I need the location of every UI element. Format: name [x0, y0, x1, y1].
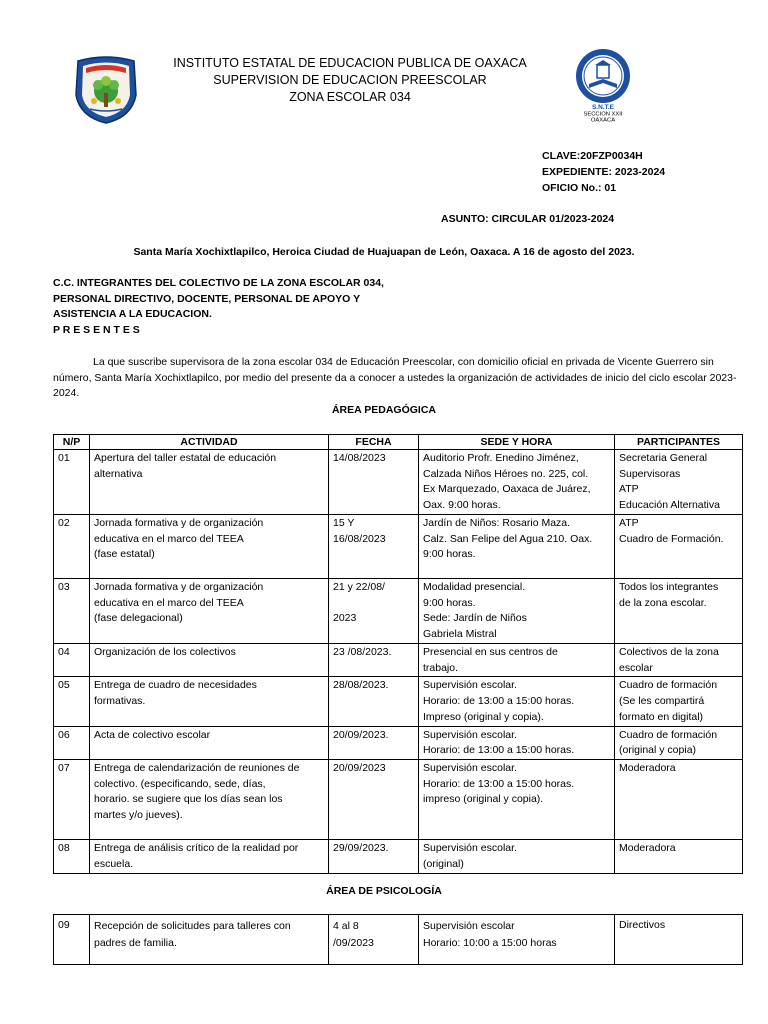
cell-sede: Jardín de Niños: Rosario Maza. Calz. San Felipe del Agua 210. Oax. 9:00 horas.: [419, 515, 615, 579]
table-row: [54, 644, 743, 677]
intro-paragraph: La que suscribe supervisora de la zona escolar 034 de Educación Preescolar, con domicilio oficial en privada de Vicente Guerrero sin número, Santa María Xochixtlapilco, por medio del presente da a conocer a ustedes la organización de actividades de inicio del ciclo escolar 2023-2024.: [53, 356, 737, 399]
cell-participantes: Cuadro de formación (Se les compartirá formato en digital): [615, 677, 743, 726]
cell-fecha: 14/08/2023: [329, 450, 419, 515]
table-row: [54, 450, 743, 515]
section-title-pedagogica: ÁREA PEDAGÓGICA: [331, 404, 437, 416]
table-row: [54, 677, 743, 726]
cell-participantes: Cuadro de formación (original y copia): [615, 726, 743, 759]
cell-actividad: Apertura del taller estatal de educación alternativa: [90, 450, 329, 515]
school-zone-seal-icon: [70, 55, 142, 125]
asunto: ASUNTO: CIRCULAR 01/2023-2024: [441, 213, 615, 225]
column-header-sede: SEDE Y HORA: [419, 435, 615, 450]
cell-participantes: Secretaria General Supervisoras ATP Educación Alternativa: [615, 450, 743, 515]
cell-fecha: 28/08/2023.: [329, 677, 419, 726]
cell-sede: Supervisión escolar. Horario: de 13:00 a 15:00 horas. Impreso (original y copia).: [419, 677, 615, 726]
cell-sede: Supervisión escolar Horario: 10:00 a 15:00 horas: [419, 915, 615, 965]
cell-np: 01: [54, 450, 90, 515]
cell-participantes: Colectivos de la zona escolar: [615, 644, 743, 677]
cell-np: 02: [54, 515, 90, 579]
column-header-participantes: PARTICIPANTES: [615, 435, 743, 450]
cell-sede: Supervisión escolar. (original): [419, 839, 615, 873]
institution-line-2: SUPERVISION DE EDUCACION PREESCOLAR: [213, 73, 487, 87]
table-row: [54, 839, 743, 873]
cell-np: 08: [54, 839, 90, 873]
cell-sede: Supervisión escolar. Horario: de 13:00 a 15:00 horas.: [419, 726, 615, 759]
cell-np: 03: [54, 579, 90, 644]
cell-np: 09: [54, 915, 90, 965]
cell-participantes: Moderadora: [615, 839, 743, 873]
oficio-number: OFICIO No.: 01: [542, 182, 617, 194]
table-header-row: [54, 435, 743, 450]
cell-fecha: 21 y 22/08/ 2023: [329, 579, 419, 644]
cell-actividad: Organización de los colectivos: [90, 644, 329, 677]
institution-line-3: ZONA ESCOLAR 034: [289, 90, 411, 104]
snte-seal-text-3: OAXACA: [590, 117, 616, 122]
table-row: [54, 915, 743, 965]
snte-seal-icon: [571, 48, 635, 122]
snte-seal-text-1: S.N.T.E: [591, 104, 615, 111]
cell-participantes: Directivos: [615, 915, 743, 965]
cell-sede: Presencial en sus centros de trabajo.: [419, 644, 615, 677]
psychology-table: [53, 914, 743, 965]
snte-seal-text-2: SECCION XXII: [583, 111, 623, 118]
cell-participantes: Todos los integrantes de la zona escolar.: [615, 579, 743, 644]
cell-np: 04: [54, 644, 90, 677]
table-row: [54, 726, 743, 759]
expediente: EXPEDIENTE: 2023-2024: [542, 166, 666, 178]
addressee-block: [53, 276, 384, 338]
cell-actividad: Jornada formativa y de organización educativa en el marco del TEEA (fase delegacional): [90, 579, 329, 644]
cell-actividad: Entrega de cuadro de necesidades formativas.: [90, 677, 329, 726]
cell-sede: Modalidad presencial. 9:00 horas. Sede: Jardín de Niños Gabriela Mistral: [419, 579, 615, 644]
table-row: [54, 579, 743, 644]
cell-actividad: Entrega de calendarización de reuniones de colectivo. (especificando, sede, días, horario. se sugiere que los días sean los martes y/o jueves).: [90, 759, 329, 839]
cell-actividad: Jornada formativa y de organización educativa en el marco del TEEA (fase estatal): [90, 515, 329, 579]
column-header-fecha: FECHA: [329, 435, 419, 450]
institution-line-1: INSTITUTO ESTATAL DE EDUCACION PUBLICA DE OAXACA: [173, 56, 527, 70]
cell-sede: Auditorio Profr. Enedino Jiménez, Calzada Niños Héroes no. 225, col. Ex Marquezado, Oaxaca de Juárez, Oax. 9:00 horas.: [419, 450, 615, 515]
addressee-presentes: P R E S E N T E S: [53, 323, 140, 336]
cell-fecha: 20/09/2023: [329, 759, 419, 839]
cell-actividad: Entrega de análisis crítico de la realidad por escuela.: [90, 839, 329, 873]
cell-fecha: 23 /08/2023.: [329, 644, 419, 677]
cell-participantes: Moderadora: [615, 759, 743, 839]
cell-sede: Supervisión escolar. Horario: de 13:00 a 15:00 horas. impreso (original y copia).: [419, 759, 615, 839]
place-and-date: Santa María Xochixtlapilco, Heroica Ciudad de Huajuapan de León, Oaxaca. A 16 de agosto del 2023.: [133, 246, 635, 258]
cell-actividad: Recepción de solicitudes para talleres con padres de familia.: [90, 915, 329, 965]
clave: CLAVE:20FZP0034H: [542, 150, 643, 162]
cell-fecha: 29/09/2023.: [329, 839, 419, 873]
table-row: [54, 759, 743, 839]
cell-np: 07: [54, 759, 90, 839]
cell-np: 05: [54, 677, 90, 726]
cell-np: 06: [54, 726, 90, 759]
section-title-psicologia: ÁREA DE PSICOLOGÍA: [326, 885, 442, 897]
addressee-line-3: ASISTENCIA A LA EDUCACION.: [53, 308, 212, 320]
cell-fecha: 15 Y 16/08/2023: [329, 515, 419, 579]
cell-participantes: ATP Cuadro de Formación.: [615, 515, 743, 579]
cell-fecha: 4 al 8 /09/2023: [329, 915, 419, 965]
activities-table: [53, 434, 743, 874]
cell-fecha: 20/09/2023.: [329, 726, 419, 759]
column-header-actividad: ACTIVIDAD: [90, 435, 329, 450]
addressee-line-2: PERSONAL DIRECTIVO, DOCENTE, PERSONAL DE APOYO Y: [53, 292, 361, 305]
column-header-np: N/P: [54, 435, 90, 450]
table-row: [54, 515, 743, 579]
addressee-line-1: C.C. INTEGRANTES DEL COLECTIVO DE LA ZONA ESCOLAR 034,: [53, 277, 384, 289]
cell-actividad: Acta de colectivo escolar: [90, 726, 329, 759]
